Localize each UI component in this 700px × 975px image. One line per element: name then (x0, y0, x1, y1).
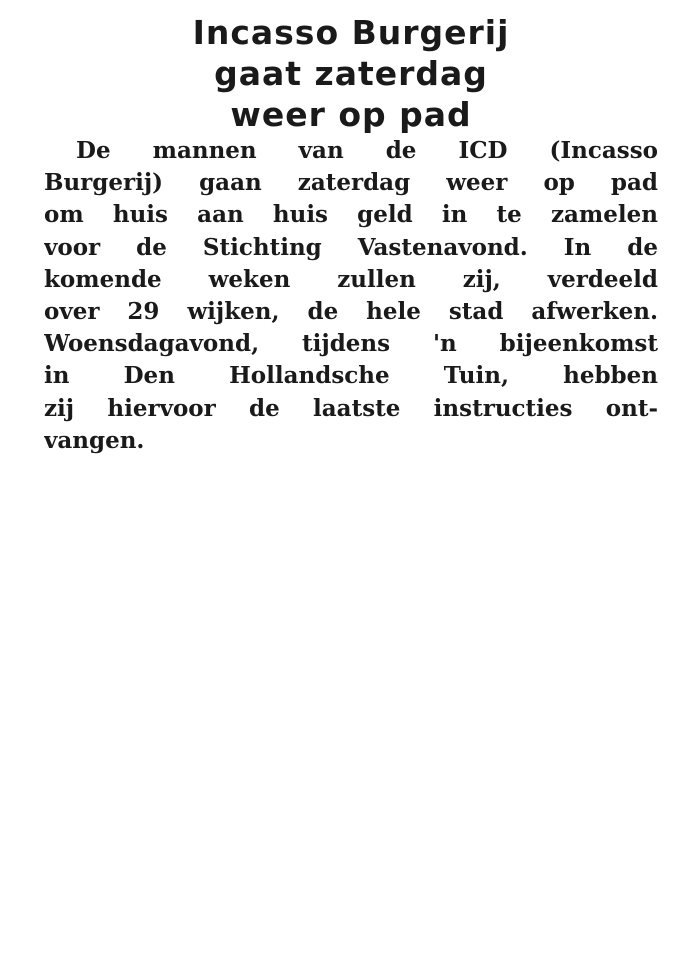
article-body (44, 135, 658, 457)
body-line: vangen. (44, 426, 145, 454)
headline-line: gaat zaterdag (214, 54, 488, 93)
newspaper-clipping (44, 8, 658, 457)
body-line: om huis aan huis geld in te zamelen (44, 201, 658, 229)
body-line: over 29 wijken, de hele stad afwerken. (44, 297, 658, 325)
body-line: voor de Stichting Vastenavond. In de (44, 233, 658, 261)
body-line: zij hiervoor de laatste instructies ont- (44, 394, 658, 422)
article-headline (44, 12, 658, 135)
body-line: Burgerij) gaan zaterdag weer op pad (44, 169, 658, 197)
body-line: De mannen van de ICD (Incasso (76, 137, 658, 164)
body-line: Woensdagavond, tijdens 'n bijeenkomst (44, 330, 658, 358)
headline-line: weer op pad (230, 95, 472, 134)
body-line: in Den Hollandsche Tuin, hebben (44, 362, 658, 390)
headline-line: Incasso Burgerij (192, 13, 510, 52)
body-line: komende weken zullen zij, verdeeld (44, 265, 658, 293)
